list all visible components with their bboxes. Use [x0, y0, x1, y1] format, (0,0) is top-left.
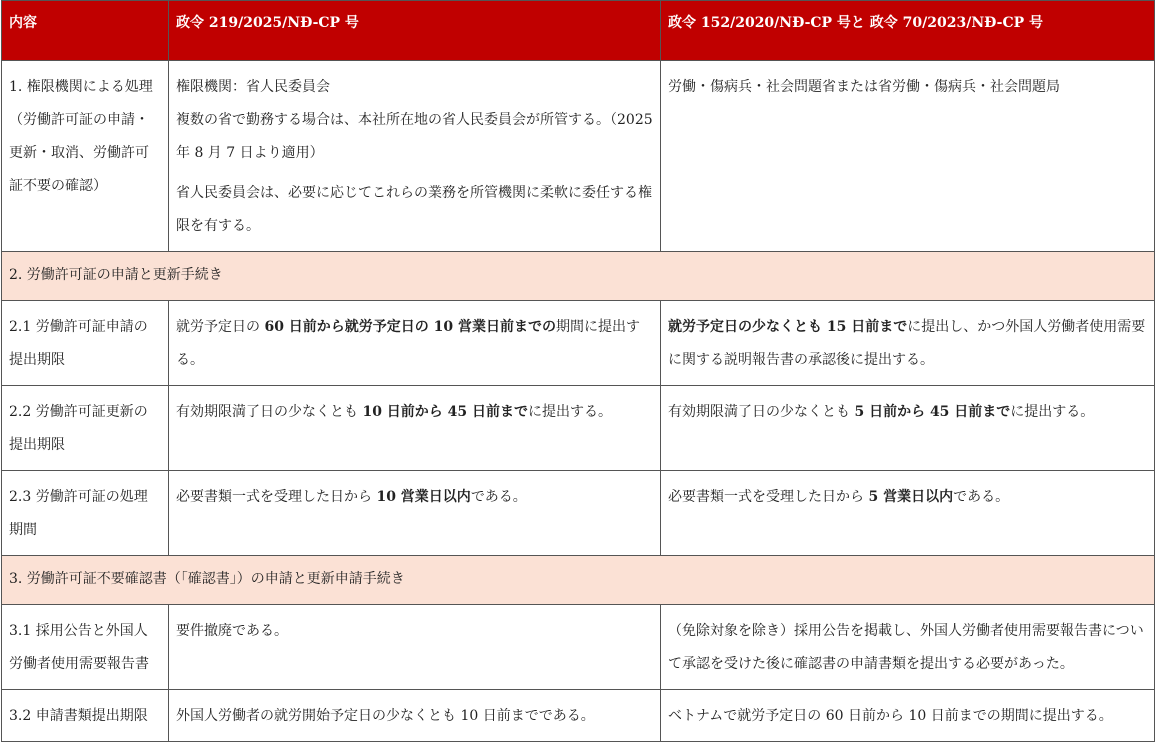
- text-part: である。: [953, 489, 1010, 505]
- old-rule-cell: [661, 386, 1155, 471]
- row-label: 2.2 労働許可証更新の提出期限: [2, 386, 169, 471]
- row-label: 1. 権限機関による処理（労働許可証の申請・更新・取消、労働許可証不要の確認）: [2, 61, 169, 252]
- section-title: 2. 労働許可証の申請と更新手続き: [2, 252, 1155, 301]
- text-part: 必要書類一式を受理した日から: [668, 489, 869, 505]
- text-part: 有効期限満了日の少なくとも: [668, 404, 855, 420]
- table-row: [2, 605, 1155, 690]
- text-part: 有効期限満了日の少なくとも: [176, 404, 363, 420]
- text-part: に提出する。: [1010, 404, 1095, 420]
- text-part: 期間に提出する。: [176, 319, 641, 368]
- header-content: 内容: [2, 1, 169, 61]
- comparison-table: [1, 0, 1155, 742]
- emphasis-text: 10 日前から 45 日前まで: [362, 404, 529, 420]
- old-rule-cell: [661, 301, 1155, 386]
- text-part: である。: [470, 489, 527, 505]
- emphasis-text: 5 営業日以内: [868, 489, 954, 505]
- old-rule-cell: （免除対象を除き）採用公告を掲載し、外国人労働者使用需要報告書について承認を受けた後に確認書の申請書類を提出する必要があった。: [661, 605, 1155, 690]
- delegation-text: 省人民委員会は、必要に応じてこれらの業務を所管機関に柔軟に委任する権限を有する。: [176, 185, 652, 234]
- row-label: 2.1 労働許可証申請の提出期限: [2, 301, 169, 386]
- emphasis-text: 10 営業日以内: [376, 489, 471, 505]
- new-rule-cell: [169, 61, 661, 252]
- row-label: 2.3 労働許可証の処理期間: [2, 471, 169, 556]
- old-rule-cell: 労働・傷病兵・社会問題省または省労働・傷病兵・社会問題局: [661, 61, 1155, 252]
- text-part: 必要書類一式を受理した日から: [176, 489, 377, 505]
- text-part: 就労予定日の: [176, 319, 265, 335]
- header-decree-219: 政令 219/2025/NĐ-CP 号: [169, 1, 661, 61]
- header-row: [2, 1, 1155, 61]
- table-row: [2, 301, 1155, 386]
- section-row: [2, 252, 1155, 301]
- old-rule-cell: [661, 471, 1155, 556]
- new-rule-cell: 要件撤廃である。: [169, 605, 661, 690]
- table-row: [2, 471, 1155, 556]
- section-title: 3. 労働許可証不要確認書（「確認書」）の申請と更新申請手続き: [2, 556, 1155, 605]
- text-part: に提出する。: [528, 404, 613, 420]
- row-label: 3.1 採用公告と外国人労働者使用需要報告書: [2, 605, 169, 690]
- text-part: に提出し、かつ外国人労働者使用需要に関する説明報告書の承認後に提出する。: [668, 319, 1146, 368]
- multi-province-text: 複数の省で勤務する場合は、本社所在地の省人民委員会が所管する。（2025 年 8 月 7 日より適用）: [176, 112, 653, 161]
- header-decree-152-70: 政令 152/2020/NĐ-CP 号と 政令 70/2023/NĐ-CP 号: [661, 1, 1155, 61]
- row-label: 3.2 申請書類提出期限: [2, 690, 169, 742]
- new-rule-cell: [169, 301, 661, 386]
- table-row: [2, 386, 1155, 471]
- new-rule-cell: [169, 386, 661, 471]
- new-rule-cell: [169, 471, 661, 556]
- section-row: [2, 556, 1155, 605]
- table-row: [2, 61, 1155, 252]
- authority-text: 権限機関：省人民委員会: [176, 79, 330, 95]
- emphasis-text: 就労予定日の少なくとも 15 日前まで: [668, 319, 908, 335]
- emphasis-text: 5 日前から 45 日前まで: [854, 404, 1011, 420]
- emphasis-text: 60 日前から就労予定日の 10 営業日前までの: [264, 319, 557, 335]
- new-rule-cell: 外国人労働者の就労開始予定日の少なくとも 10 日前までである。: [169, 690, 661, 742]
- old-rule-cell: ベトナムで就労予定日の 60 日前から 10 日前までの期間に提出する。: [661, 690, 1155, 742]
